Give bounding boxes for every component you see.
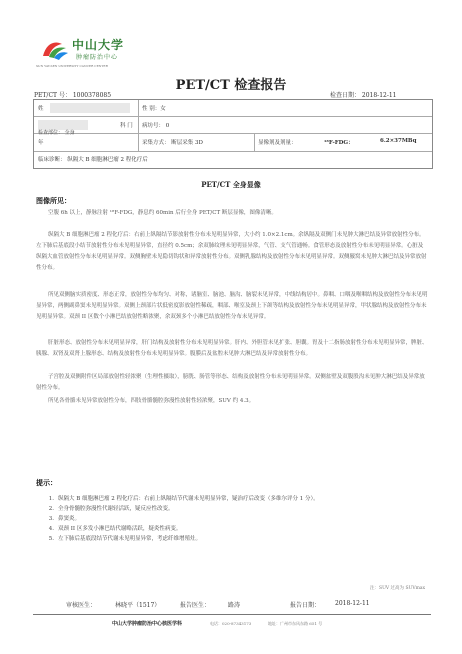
item-text: 全身骨髓腔弥漫性代谢轻活跃，疑反应性改变。 — [58, 506, 174, 512]
reviewer-name: 林晓平（1517） — [115, 602, 161, 609]
list-item — [36, 534, 428, 544]
report-title: PET/CT 检查报告 — [175, 78, 287, 93]
acquisition-method: 采集方式： 断层采集 3D — [142, 140, 203, 146]
report-date-label: 报告日期： — [290, 602, 321, 609]
item-text: 双颈 II 区多发小淋巴结代谢略活跃，疑炎性病变。 — [58, 526, 182, 532]
reporter-label: 报告医生： — [180, 602, 211, 609]
item-number: 4. — [48, 526, 54, 532]
findings-paragraph: 空腹 6h 以上，静脉注射 ¹⁸F-FDG，静息约 60min 后行全身 PET/CT 断层显像，图像清晰。 — [48, 210, 277, 216]
suv-note: 注：SUV 过高为 SUVmax — [370, 586, 426, 591]
department: 科 门 — [120, 123, 133, 129]
reporter-name: 路涛 — [228, 602, 241, 609]
logo-name: 中山大学 — [72, 38, 125, 52]
findings-paragraph: 纵隔大 B 细胞淋巴瘤 2 程化疗后：右前上纵隔结节影放射性分布未见明显异常，大小约 1.0×2.1cm。余纵隔及双侧门未见肿大淋巴结及异常放射性分布。左下肺后基底段小结节放射性分布未见明显异常，直径约 0.5cm；余双肺纹理未见明显异常，气管、支气管通畅。食管形态及放射性分布未见明显异常。心脏及纵隔大血管放射性分布未见明显异常。双侧胸壁未见隐切钩状和异常放射性分布。双侧乳腺结构及放射性分布未见明显异常。双侧腋窝未见肿大淋巴结及异常放射性分布。 — [36, 232, 427, 271]
findings-paragraph: 所见双侧脑实质密度、形态正常，放射性分布均匀、对称，诸脑室、脑池、脑沟、脑裂未见异常，中线结构居中。鼻咽、口咽及喉咽结构及放射性分布未见明显异常，两侧副鼻窦未见明显异常。双侧上颈部片状低密度影放射性稀疏，咽部、喉室及颈上下颌等结构及放射性分布未见明显异常，甲状腺结构及放射性分布未见明显异常。双颈 II 区数个小淋巴结放射性略浓聚，余双颈多个小淋巴结放射性分布未见异常。 — [36, 292, 428, 320]
conclusion-list — [36, 494, 428, 544]
pet-number: PET/CT 号： 1000378085 — [34, 92, 112, 99]
findings-paragraph: 子宫腔及双侧附件区局部放射性轻浓聚（生理性摄取），膀胱、肠管等形态、结构及放射性分布未见明显异常。双侧盆壁及双腹股沟未见肿大淋巴结及异常放射性分布。 — [36, 374, 425, 391]
tracer-label: 显像剂及剂量： — [258, 140, 297, 146]
row-divider — [34, 151, 432, 152]
footer-address: 地址：广州市东风东路 651 号 — [268, 621, 323, 626]
item-number: 1. — [48, 496, 54, 502]
footer-phone: 电话：020-87343173 — [210, 621, 252, 626]
findings-paragraph: 所见各骨骼未见异常放射性分布，四肢骨骼髓腔弥漫性放射性轻浓聚，SUV 约 4.3。 — [48, 398, 255, 404]
reviewer-label: 审核医生： — [66, 602, 97, 609]
section-title: PET/CT 全身显像 — [201, 180, 261, 189]
exam-site: 检查部位： 全身 — [38, 130, 75, 136]
logo-english: SUN YAT-SEN UNIVERSITY CANCER CENTER — [36, 64, 108, 68]
tracer-dose: 6.2×37MBq — [380, 138, 417, 144]
gender: 性 别：女 — [142, 106, 166, 112]
footer-divider — [33, 614, 431, 615]
ward-number: 病坊号： 0 — [142, 123, 170, 129]
logo-subtitle: 肿瘤防治中心 — [76, 54, 119, 61]
report-date: 2018-12-11 — [335, 600, 370, 607]
list-item — [36, 514, 428, 524]
list-item — [36, 524, 428, 534]
col-divider — [254, 134, 255, 151]
item-text: 纵隔大 B 细胞淋巴瘤 2 程化疗后：右前上纵隔结节代谢未见明显异常，疑治疗后改变（多维尔评分 1 分）。 — [58, 496, 319, 502]
col-divider — [138, 100, 139, 151]
item-number: 2. — [48, 506, 54, 512]
findings-heading: 图像所见： — [36, 196, 71, 205]
item-text: 鼻窦炎。 — [58, 516, 81, 522]
item-number: 3. — [48, 516, 54, 522]
tracer-name: ¹⁸F-FDG： — [324, 140, 354, 146]
age-label: 年 — [38, 140, 44, 146]
item-text: 左下肺后基底段结节代谢未见明显异常，考虑纤维增殖灶。 — [58, 536, 202, 542]
item-number: 5. — [48, 536, 54, 542]
footer-org: 中山大学肿瘤防治中心核医学科 — [112, 621, 183, 627]
exam-date: 检查日期： 2018-12-11 — [330, 92, 397, 99]
patient-name-label: 姓 — [38, 106, 44, 112]
conclusion-heading: 提示： — [36, 478, 57, 487]
row-divider — [34, 133, 432, 134]
findings-paragraph: 肝脏形态、放射性分布未见明显异常，肝门结构及放射性分布未见明显异常。肝内、外胆管未见扩张、胆囊。胃及十二指肠放射性分布未见明显异常，脾脏、胰腺、双肾及双肾上腺形态、结构及放射性分布未见明显异常。腹膜后及盆腔未见肿大淋巴结及异常放射性分布。 — [36, 340, 428, 357]
clinical-diagnosis: 临床诊断： 纵隔大 B 细胞淋巴瘤 2 程化疗后 — [38, 157, 148, 163]
redaction — [50, 103, 130, 113]
row-divider — [34, 116, 432, 117]
list-item — [36, 504, 428, 514]
patient-info-table — [33, 99, 433, 169]
list-item — [36, 494, 428, 504]
hospital-logo-icon — [40, 36, 70, 62]
